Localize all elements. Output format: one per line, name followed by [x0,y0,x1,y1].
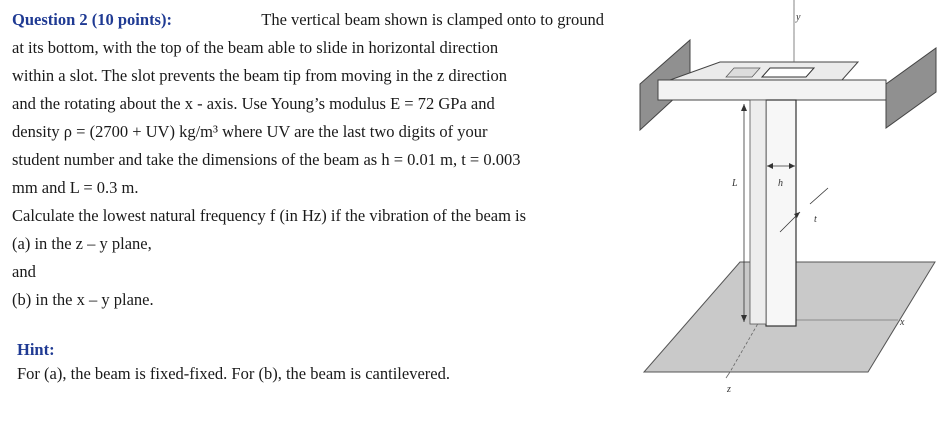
x-axis-label: x [900,317,905,328]
part-a: (a) in the z – y plane, [12,234,152,253]
t-dimension-line-2 [810,188,828,204]
and-word: and [12,262,36,281]
question-line-3 [12,62,604,90]
hint-block [17,338,450,386]
beam-figure [630,0,940,439]
L-label: L [732,178,738,189]
hint-label: Hint: [17,340,55,359]
part-b: (b) in the x – y plane. [12,290,154,309]
question-line-6 [12,146,604,174]
z-axis-end [726,372,730,378]
question-text [12,6,604,314]
question-line-4 [12,90,604,118]
question-line-2 [12,34,604,62]
task-text: Calculate the lowest natural frequency f (in Hz) if the vibration of the beam is [12,206,527,225]
slot-opening [762,68,814,77]
slot-plate-front [658,80,886,100]
task-line [12,202,604,230]
question-line-1-rest: The vertical beam shown is clamped onto to ground [261,10,604,29]
question-line-1 [12,6,604,34]
z-axis-label: z [727,384,731,395]
question-line-2-text: at its bottom, with the top of the beam able to slide in horizontal direction [12,38,499,57]
h-label: h [778,178,783,189]
question-line-5 [12,118,604,146]
question-heading: Question 2 (10 points): [12,10,172,29]
question-line-3-text: within a slot. The slot prevents the beam tip from moving in the z direction [12,66,508,85]
question-line-5-text: density ρ = (2700 + UV) kg/m³ where UV are the last two digits of your [12,122,488,141]
right-wall [886,48,936,128]
beam [766,100,796,326]
question-line-7-text: mm and L = 0.3 m. [12,178,139,197]
L-arrow-top [741,104,747,111]
y-axis-label: y [796,12,801,23]
question-line-7 [12,174,604,202]
beam-side [750,100,766,324]
question-line-4-text: and the rotating about the x - axis. Use Young’s modulus E = 72 GPa and [12,94,495,113]
hint-text: For (a), the beam is fixed-fixed. For (b), the beam is cantilevered. [17,364,450,383]
t-label: t [814,214,817,225]
question-line-6-text: student number and take the dimensions of the beam as h = 0.01 m, t = 0.003 [12,150,521,169]
